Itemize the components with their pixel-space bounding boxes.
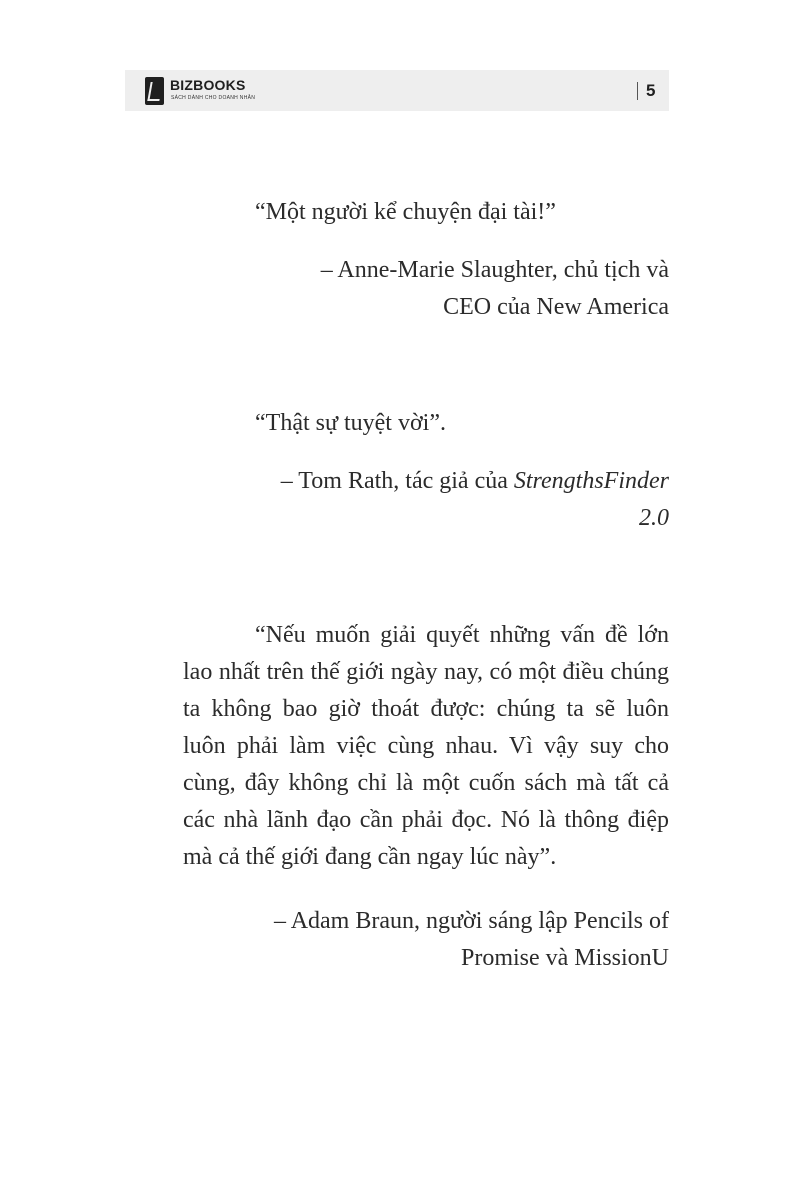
quote-2-attribution-prefix: – Tom Rath, tác giả của: [280, 468, 514, 494]
quote-2-book-title-end: 2.0: [639, 505, 669, 531]
logo-mark: [147, 82, 162, 101]
bizbooks-logo-icon: [145, 77, 164, 105]
quote-1-attribution: [240, 252, 669, 326]
quote-2-text: “Thật sự tuyệt vời”.: [255, 410, 446, 436]
quote-2-attribution-line-1: [240, 463, 669, 500]
page-header: [125, 70, 669, 111]
quote-3-text: “Nếu muốn giải quyết những vấn đề lớn lao nhất trên thế giới ngày nay, có một điều chúng ta không bao giờ thoát được: chúng ta sẽ luôn luôn phải làm việc cùng nhau. Vì vậy suy cho cùng, đây không chỉ là một cuốn sách mà tất cả các nhà lãnh đạo cần phải đọc. Nó là thông điệp mà cả thế giới đang cần ngay lúc này”.: [183, 622, 669, 870]
quote-2-book-title: StrengthsFinder: [513, 468, 669, 494]
quote-1-text: “Một người kể chuyện đại tài!”: [255, 199, 556, 225]
quote-3-attribution-line-1: – Adam Braun, người sáng lập Pencils of: [274, 908, 669, 934]
brand-name: BIZBOOKS: [170, 77, 246, 93]
page-number-divider: [637, 82, 638, 100]
quote-1-attribution-line-2: CEO của New America: [443, 294, 669, 320]
brand-tagline: SÁCH DÀNH CHO DOANH NHÂN: [171, 95, 256, 101]
quote-1-attribution-line-1: – Anne-Marie Slaughter, chủ tịch và: [320, 257, 669, 283]
page-number: 5: [646, 81, 656, 100]
quote-3-attribution: [183, 903, 669, 977]
quote-2-attribution: [240, 463, 669, 537]
quote-3-attribution-line-2: Promise và MissionU: [460, 945, 669, 971]
